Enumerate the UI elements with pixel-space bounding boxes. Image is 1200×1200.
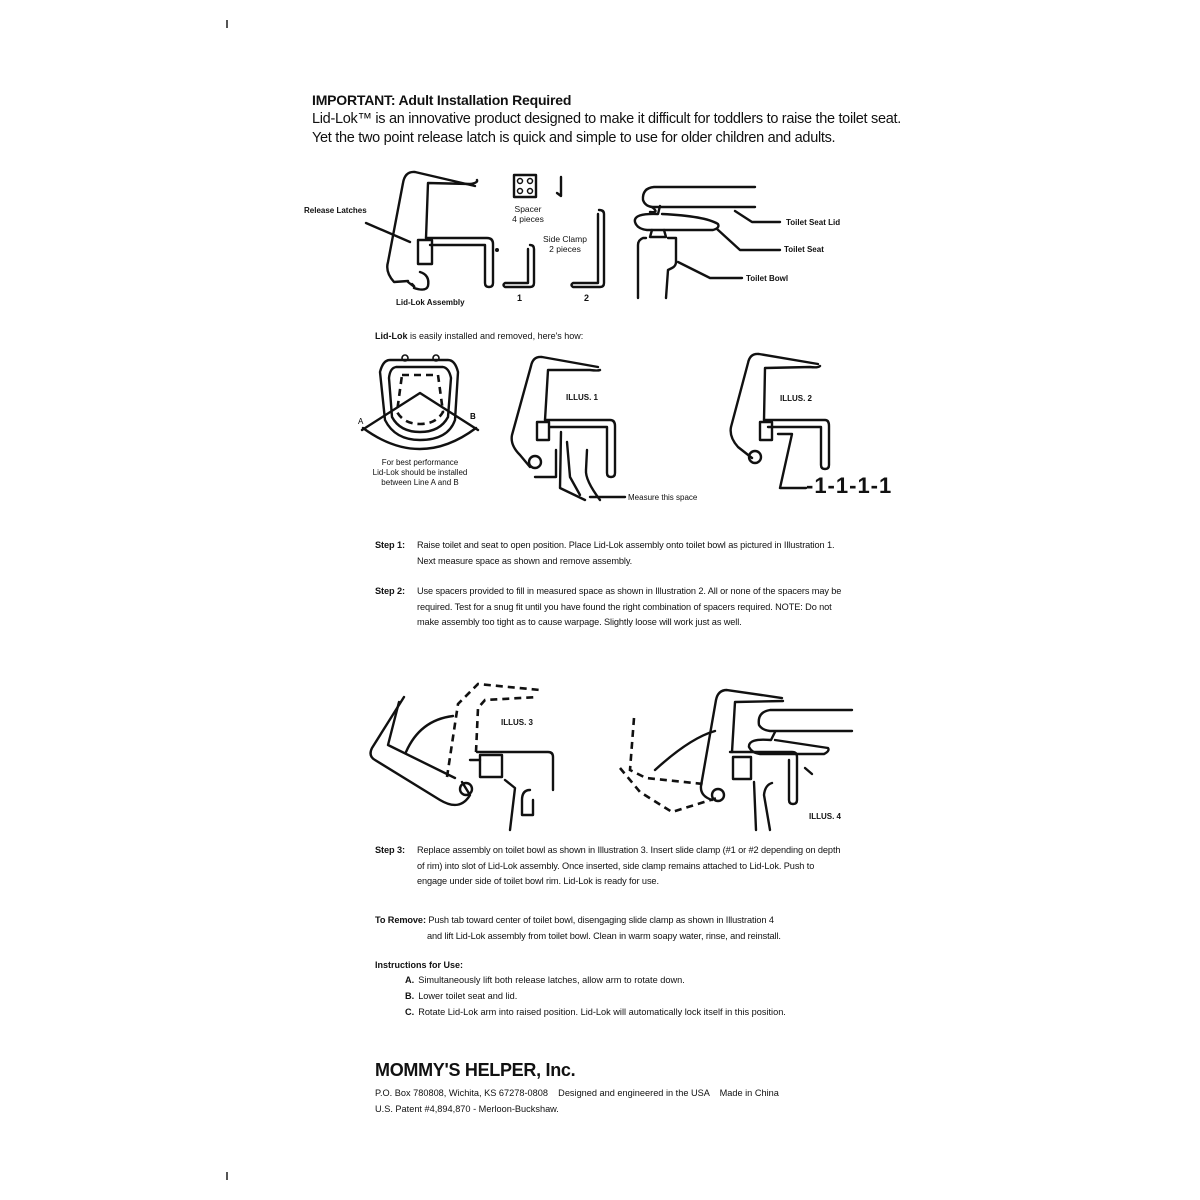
lead-text: is easily installed and removed, here's how: [407, 331, 584, 341]
toilet-bowl-label: Toilet Bowl [746, 274, 789, 283]
lead-brand: Lid-Lok [375, 331, 408, 341]
spacers-row: -1-1-1-1 [806, 473, 893, 498]
step-3 [375, 843, 845, 890]
measure-label: Measure this space [628, 493, 698, 502]
placement-note-line3: between Line A and B [381, 478, 459, 487]
illus-2-label: ILLUS. 2 [780, 394, 813, 403]
to-remove-line1 [375, 913, 845, 929]
toilet-seat-label: Toilet Seat [784, 245, 824, 254]
line-a-marker: A [358, 417, 364, 426]
step-2-text: Use spacers provided to fill in measured space as shown in Illustration 2. All or none of the spacers may be required. Test for a snug fit until you have found the right combination of spacers required. NOTE: Do not make assembly too tight as to cause warpage. Slightly loose will work just as well. [417, 586, 842, 627]
instruction-b [405, 989, 825, 1005]
company-name: MOMMY'S HELPER, Inc. [375, 1060, 576, 1080]
intro-paragraph: Lid-Lok™ is an innovative product designed to make it difficult for toddlers to raise the toilet seat. Yet the two point release latch is quick and simple to use for older children and adults. [312, 111, 901, 146]
instruction-c-text: Rotate Lid-Lok arm into raised position. Lid-Lok will automatically lock itself in this position. [418, 1007, 786, 1017]
release-latches-label: Release Latches [304, 206, 367, 215]
illus-4-label: ILLUS. 4 [809, 812, 842, 821]
to-remove-text-1: Push tab toward center of toilet bowl, disengaging slide clamp as shown in Illustration 4 [428, 915, 774, 925]
to-remove-line2: and lift Lid-Lok assembly from toilet bowl. Clean in warm soapy water, rinse, and reinstall. [427, 930, 781, 941]
address-line: P.O. Box 780808, Wichita, KS 67278-0808 Designed and engineered in the USA Made in China [375, 1088, 779, 1098]
toilet-seat-lid-label: Toilet Seat Lid [786, 218, 841, 227]
step-2-key: Step 2: [375, 586, 405, 596]
step-3-key: Step 3: [375, 845, 405, 855]
step-1-key: Step 1: [375, 540, 405, 550]
page-title: IMPORTANT: Adult Installation Required [312, 92, 572, 108]
instruction-c-key: C. [405, 1007, 415, 1017]
step-1-text: Raise toilet and seat to open position. Place Lid-Lok assembly onto toilet bowl as pictured in Illustration 1. Next measure space as shown and remove assembly. [417, 540, 835, 566]
instruction-b-key: B. [405, 991, 415, 1001]
spacer-label-line2: 4 pieces [512, 214, 544, 224]
footer-address [375, 1085, 779, 1117]
instruction-a-text: Simultaneously lift both release latches, allow arm to rotate down. [418, 975, 685, 985]
to-remove-key: To Remove: [375, 915, 426, 925]
line-b-marker: B [470, 412, 476, 421]
patent-line: U.S. Patent #4,894,870 - Merloon-Buckshaw. [375, 1104, 559, 1114]
side-clamp-line2: 2 pieces [549, 244, 581, 254]
clamp-1-label: 1 [517, 293, 523, 303]
spacer-label-line1: Spacer [514, 204, 542, 214]
instruction-a [405, 973, 825, 989]
instruction-c [405, 1005, 815, 1021]
placement-note-line1: For best performance [381, 458, 459, 467]
step-3-text: Replace assembly on toilet bowl as shown in Illustration 3. Insert slide clamp (#1 or #2 depending on depth of rim) into slot of Lid-Lok assembly. Once inserted, side clamp remains attached to Lid-Lok. Push to engage under side of toilet bowl rim. Lid-Lok is ready for use. [417, 845, 841, 886]
assembly-label: Lid-Lok Assembly [396, 298, 465, 307]
instruction-a-key: A. [405, 975, 415, 985]
clamp-2-label: 2 [584, 293, 590, 303]
instruction-b-text: Lower toilet seat and lid. [418, 991, 518, 1001]
instructions-heading: Instructions for Use: [375, 960, 464, 970]
illus-3-label: ILLUS. 3 [501, 718, 534, 727]
illus-1-label: ILLUS. 1 [566, 393, 599, 402]
placement-note-line2: Lid-Lok should be installed [372, 468, 468, 477]
side-clamp-line1: Side Clamp [543, 234, 587, 244]
to-remove [375, 913, 845, 944]
